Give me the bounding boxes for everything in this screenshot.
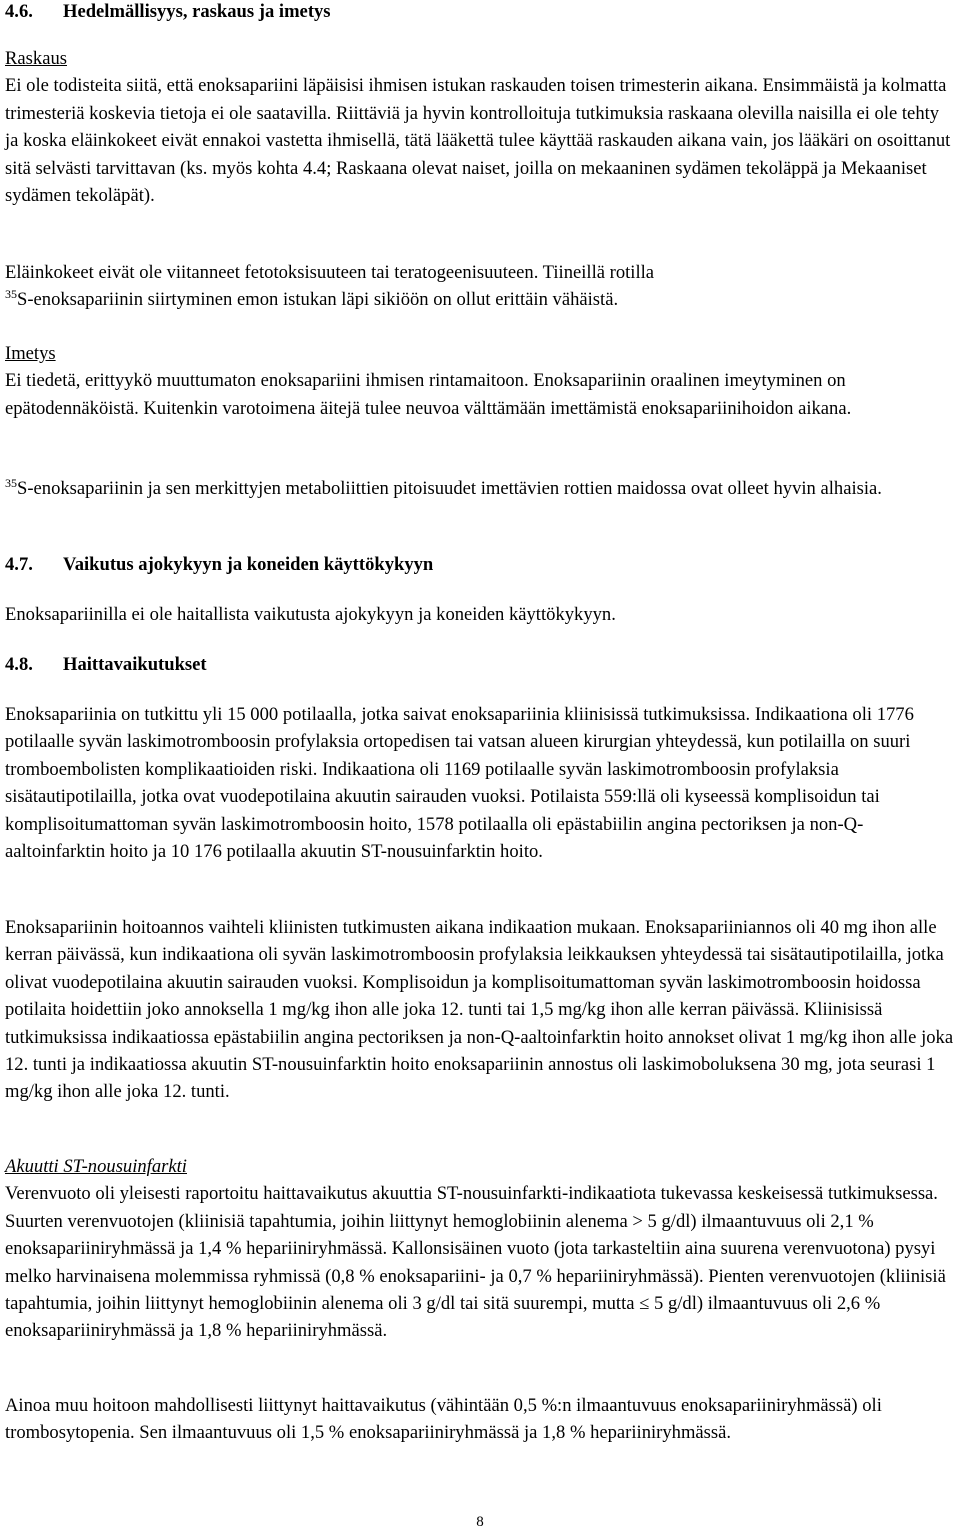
superscript-35: 35	[5, 287, 17, 302]
section-heading-4-6	[5, 0, 331, 25]
paragraph-4-8-4: Ainoa muu hoitoon mahdollisesti liittynyt haittavaikutus (vähintään 0,5 %:n ilmaantuvuus enoksapariiniryhmässä) oli trombosytopenia. Sen ilmaantuvuus oli 1,5 % enoksapariiniryhmässä ja 1,8 % hepariiniryhmässä.	[5, 1395, 882, 1444]
paragraph-imetys-2	[5, 475, 955, 502]
subsection-imetys	[5, 340, 955, 422]
section-number: 4.6.	[5, 1, 33, 22]
subheading-akuutti-st-nousuinfarkti: Akuutti ST-nousuinfarkti	[5, 1156, 187, 1177]
subheading-raskaus: Raskaus	[5, 48, 67, 69]
paragraph-4-7: Enoksapariinilla ei ole haitallista vaikutusta ajokykyyn ja koneiden käyttökykyyn.	[5, 604, 616, 625]
subheading-imetys: Imetys	[5, 343, 56, 364]
paragraph-raskaus-1: Ei ole todisteita siitä, että enoksapariini läpäisisi ihmisen istukan raskauden toisen trimesterin aikana. Ensimmäistä ja kolmatta trimesteriä koskevia tietoja ei ole saatavilla. Riittäviä ja hyvin kontrolloituja tutkimuksia raskaana olevilla naisilla ei ole tehty ja koska eläinkokeet eivät ennakoi vastetta ihmisellä, tätä lääkettä tulee käyttää raskauden aikana vain, jos lääkäri on osoittanut sitä selvästi tarvittavan (ks. myös kohta 4.4; Raskaana olevat naiset, joilla on mekaaninen sydämen tekoläppä ja Mekaaniset sydämen tekoläpät).	[5, 75, 951, 207]
superscript-35: 35	[5, 475, 17, 490]
paragraph-4-8-3: Verenvuoto oli yleisesti raportoitu haittavaikutus akuuttia ST-nousuinfarkti-indikaatiota tukevassa keskeisessä tutkimuksessa. Suurten verenvuotojen (kliinisiä tapahtumia, joihin liittynyt hemoglobiinin alenema > 5 g/dl) ilmaantuvuus oli 2,1 % enoksapariiniryhmässä ja 1,4 % hepariiniryhmässä. Kallonsisäinen vuoto (jota tarkasteltiin aina suurena verenvuotona) pysyi melko harvinaisena molemmissa ryhmissä (0,8 % enoksapariini- ja 0,7 % hepariiniryhmässä). Pienten verenvuotojen (kliinisiä tapahtumia, joihin liittynyt hemoglobiinin alenema oli 3 g/dl tai sitä suurempi, mutta ≤ 5 g/dl) ilmaantuvuus oli 2,6 % enoksapariiniryhmässä ja 1,8 % hepariiniryhmässä.	[5, 1183, 946, 1342]
section-title: Vaikutus ajokykyyn ja koneiden käyttökykyyn	[63, 554, 434, 575]
paragraph-imetys-2-text: S-enoksapariinin ja sen merkittyjen metaboliittien pitoisuudet imettävien rottien maidossa ovat olleet hyvin alhaisia.	[17, 478, 882, 499]
page-number: 8	[476, 1514, 484, 1530]
section-heading-4-7	[5, 551, 433, 578]
paragraph-raskaus-2-text-a: Eläinkokeet eivät ole viitanneet fetotoksisuuteen tai teratogeenisuuteen. Tiineillä rotilla	[5, 262, 655, 283]
subsection-raskaus	[5, 45, 955, 209]
section-title: Hedelmällisyys, raskaus ja imetys	[63, 1, 331, 22]
section-number: 4.8.	[5, 654, 33, 675]
paragraph-4-8-2: Enoksapariinin hoitoannos vaihteli kliinisten tutkimusten aikana indikaation mukaan. Enoksapariiniannos oli 40 mg ihon alle kerran päivässä, kun indikaationa oli syvän laskimotromboosin profylaksia leikkauksen yhteydessä tai sisätautipotilailla, jotka olivat vuodepotilaina akuutin sairauden vuoksi. Komplisoidun ja komplisoitumattoman syvän laskimotromboosin hoidossa potilaita hoidettiin joko annoksella 1 mg/kg ihon alle joka 12. tunti tai 1,5 mg/kg ihon alle kerran päivässä. Kliinisissä tutkimuksissa indikaatiossa epästabiilin angina pectoriksen ja non-Q-aaltoinfarktin hoito annokset olivat 1 mg/kg ihon alle joka 12. tunti ja indikaatiossa akuutin ST-nousuinfarktin hoito enoksapariinin annostus oli laskimoboluksena 30 mg, jota seurasi 1 mg/kg ihon alle joka 12. tunti.	[5, 917, 954, 1103]
subsection-akuutti	[5, 1153, 955, 1345]
paragraph-raskaus-2	[5, 259, 955, 314]
paragraph-imetys-1: Ei tiedetä, erittyykö muuttumaton enoksapariini ihmisen rintamaitoon. Enoksapariinin oraalinen imeytyminen on epätodennäköistä. Kuitenkin varotoimena äitejä tulee neuvoa välttämään imettämistä enoksapariinihoidon aikana.	[5, 370, 852, 419]
paragraph-4-8-1: Enoksapariinia on tutkittu yli 15 000 potilaalla, jotka saivat enoksapariinia kliinisissä tutkimuksissa. Indikaationa oli 1776 potilaalle syvän laskimotromboosin profylaksia ortopedisen tai vatsan alueen kirurgian yhteydessä, kun potilailla on suuri tromboembolisten komplikaatioiden riski. Indikaationa oli 1169 potilaalle syvän laskimotromboosin profylaksia sisätautipotilailla, jotka ovat vuodepotilaina akuutin sairauden vuoksi. Potilaista 559:llä oli kyseessä komplisoidun tai komplisoitumattoman syvän laskimotromboosin hoito, 1578 potilaalla oli epästabiilin angina pectoriksen ja non-Q-aaltoinfarktin hoito ja 10 176 potilaalla akuutin ST-nousuinfarktin hoito.	[5, 704, 914, 863]
section-title: Haittavaikutukset	[63, 654, 207, 675]
section-heading-4-8	[5, 651, 207, 678]
paragraph-raskaus-2-text-b: S-enoksapariinin siirtyminen emon istukan läpi sikiöön on ollut erittäin vähäistä.	[17, 289, 619, 311]
section-number: 4.7.	[5, 554, 33, 575]
